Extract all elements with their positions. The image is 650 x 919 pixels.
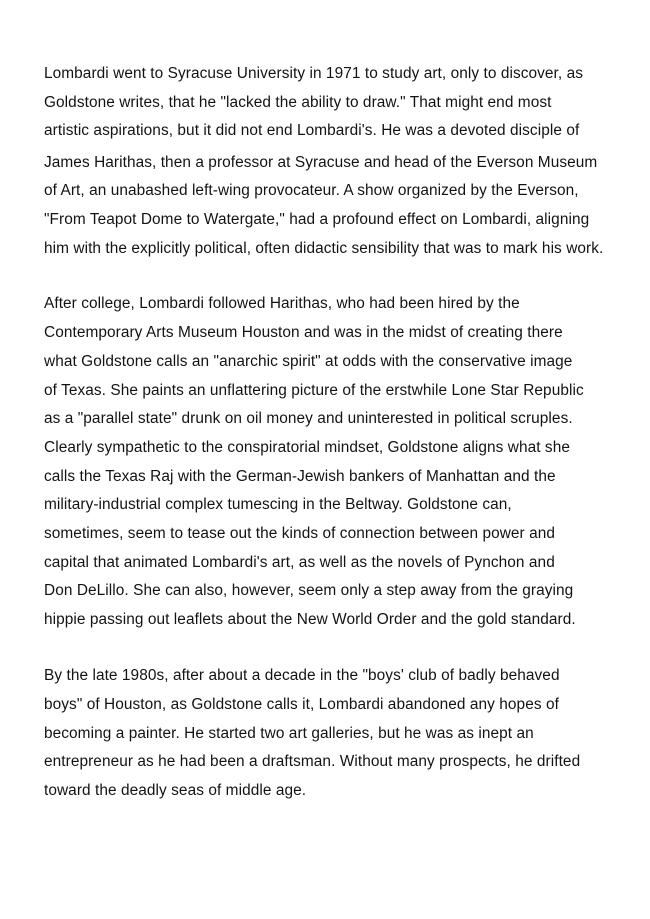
text-line: After college, Lombardi followed Harithas, who had been hired by the — [44, 295, 520, 313]
text-line: him with the explicitly political, often didactic sensibility that was to mark his work. — [44, 239, 604, 257]
text-line: entrepreneur as he had been a draftsman. Without many prospects, he drifted — [44, 753, 581, 771]
text-line: capital that animated Lombardi's art, as well as the novels of Pynchon and — [44, 553, 555, 571]
text-line: Goldstone writes, that he "lacked the ability to draw." That might end most — [44, 93, 552, 111]
text-line: toward the deadly seas of middle age. — [44, 782, 307, 800]
text-line: of Art, an unabashed left-wing provocateur. A show organized by the Everson, — [44, 182, 579, 200]
text-line: artistic aspirations, but it did not end Lombardi's. He was a devoted disciple of — [44, 122, 580, 140]
text-line: what Goldstone calls an "anarchic spirit" at odds with the conservative image — [44, 352, 573, 370]
text-line: Clearly sympathetic to the conspiratorial mindset, Goldstone aligns what she — [44, 438, 570, 456]
paragraph-block-2 — [44, 149, 616, 264]
text-line: as a "parallel state" drunk on oil money and uninterested in political scruples. — [44, 410, 573, 428]
text-line: sometimes, seem to tease out the kinds of connection between power and — [44, 525, 556, 543]
text-line: military-industrial complex tumescing in the Beltway. Goldstone can, — [44, 496, 512, 514]
paragraph-block-3 — [44, 290, 616, 634]
body-text-column — [44, 60, 616, 806]
text-line: of Texas. She paints an unflattering picture of the erstwhile Lone Star Republic — [44, 381, 584, 399]
text-line: Lombardi went to Syracuse University in 1971 to study art, only to discover, as — [44, 65, 584, 82]
text-line: Don DeLillo. She can also, however, seem only a step away from the graying — [44, 582, 574, 600]
text-line: "From Teapot Dome to Watergate," had a profound effect on Lombardi, aligning — [44, 211, 590, 229]
paragraph-block-4 — [44, 662, 616, 806]
paragraph-block-1 — [44, 60, 616, 146]
text-line: By the late 1980s, after about a decade in the "boys' club of badly behaved — [44, 667, 560, 685]
text-line: James Harithas, then a professor at Syracuse and head of the Everson Museum — [44, 153, 598, 171]
text-line: boys" of Houston, as Goldstone calls it, Lombardi abandoned any hopes of — [44, 696, 559, 714]
text-line: Contemporary Arts Museum Houston and was in the midst of creating there — [44, 324, 563, 342]
text-line: becoming a painter. He started two art galleries, but he was as inept an — [44, 724, 534, 742]
text-line: hippie passing out leaflets about the New World Order and the gold standard. — [44, 611, 576, 629]
text-line: calls the Texas Raj with the German-Jewish bankers of Manhattan and the — [44, 467, 556, 485]
